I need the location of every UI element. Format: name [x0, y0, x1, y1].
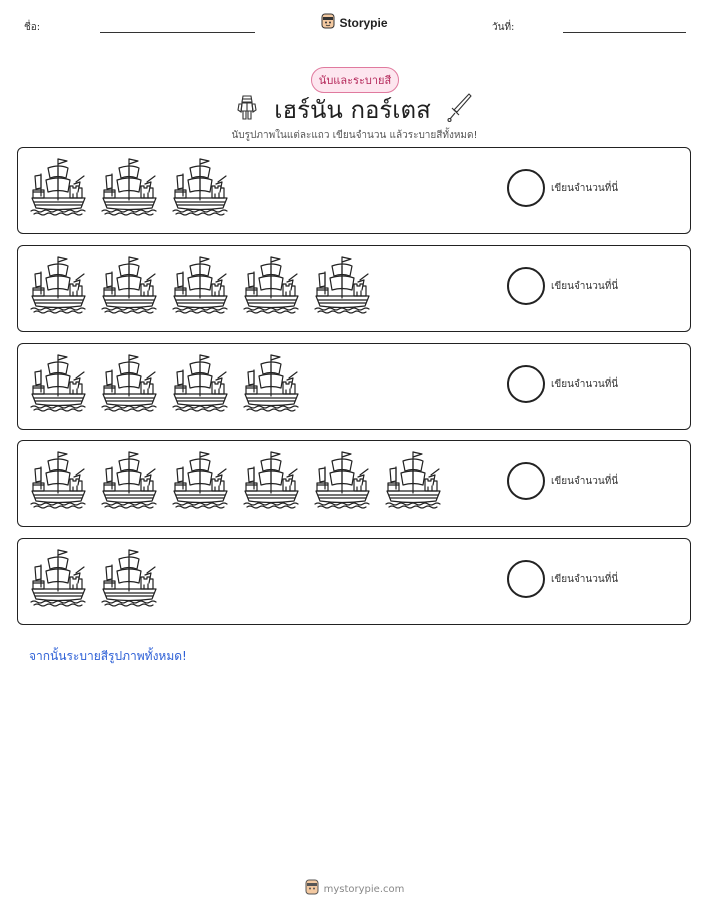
answer-label: เขียนจำนวนที่นี่: [551, 379, 619, 390]
title-row: [0, 90, 709, 129]
ship-icon[interactable]: [101, 547, 159, 607]
ship-icon[interactable]: [172, 449, 230, 509]
date-line[interactable]: [563, 32, 686, 33]
ship-icon[interactable]: [172, 156, 230, 216]
date-label: วันที่:: [492, 22, 515, 33]
ship-icon[interactable]: [30, 352, 88, 412]
answer-label: เขียนจำนวนที่นี่: [551, 476, 619, 487]
ship-group: [30, 449, 443, 509]
brand-header: [0, 13, 709, 33]
ship-icon[interactable]: [243, 254, 301, 314]
worksheet-title: เฮร์นัน กอร์เตส: [274, 96, 431, 124]
counting-row: [17, 343, 691, 430]
ship-group: [30, 547, 159, 607]
footer-note: จากนั้นระบายสีรูปภาพทั้งหมด!: [29, 649, 187, 663]
ship-icon[interactable]: [101, 449, 159, 509]
answer-label: เขียนจำนวนที่นี่: [551, 281, 619, 292]
storypie-logo-icon: [321, 13, 335, 33]
brand-name: Storypie: [339, 16, 388, 30]
ship-icon[interactable]: [30, 547, 88, 607]
ship-group: [30, 254, 372, 314]
answer-label: เขียนจำนวนที่นี่: [551, 574, 619, 585]
footer-url: mystorypie.com: [323, 883, 405, 895]
ship-icon[interactable]: [30, 254, 88, 314]
ship-icon[interactable]: [101, 156, 159, 216]
name-label: ชื่อ:: [24, 22, 41, 33]
ship-icon[interactable]: [243, 449, 301, 509]
storypie-logo-icon: [305, 879, 319, 899]
worksheet-tag: นับและระบายสี: [311, 67, 399, 93]
ship-group: [30, 156, 230, 216]
ship-icon[interactable]: [385, 449, 443, 509]
ship-icon[interactable]: [314, 254, 372, 314]
sword-icon: [447, 92, 473, 128]
answer-circle[interactable]: [507, 365, 545, 403]
counting-row: [17, 147, 691, 234]
ship-icon[interactable]: [101, 352, 159, 412]
ship-icon[interactable]: [243, 352, 301, 412]
ship-icon[interactable]: [314, 449, 372, 509]
ship-icon[interactable]: [172, 352, 230, 412]
counting-row: [17, 245, 691, 332]
knight-icon: [236, 94, 258, 126]
answer-circle[interactable]: [507, 169, 545, 207]
counting-row: [17, 538, 691, 625]
ship-icon[interactable]: [172, 254, 230, 314]
answer-circle[interactable]: [507, 560, 545, 598]
answer-label: เขียนจำนวนที่นี่: [551, 183, 619, 194]
ship-icon[interactable]: [30, 449, 88, 509]
answer-circle[interactable]: [507, 462, 545, 500]
counting-row: [17, 440, 691, 527]
footer-brand: [0, 879, 709, 899]
ship-group: [30, 352, 301, 412]
ship-icon[interactable]: [101, 254, 159, 314]
instruction-text: นับรูปภาพในแต่ละแถว เขียนจำนวน แล้วระบายสีทั้งหมด!: [231, 130, 478, 141]
ship-icon[interactable]: [30, 156, 88, 216]
answer-circle[interactable]: [507, 267, 545, 305]
